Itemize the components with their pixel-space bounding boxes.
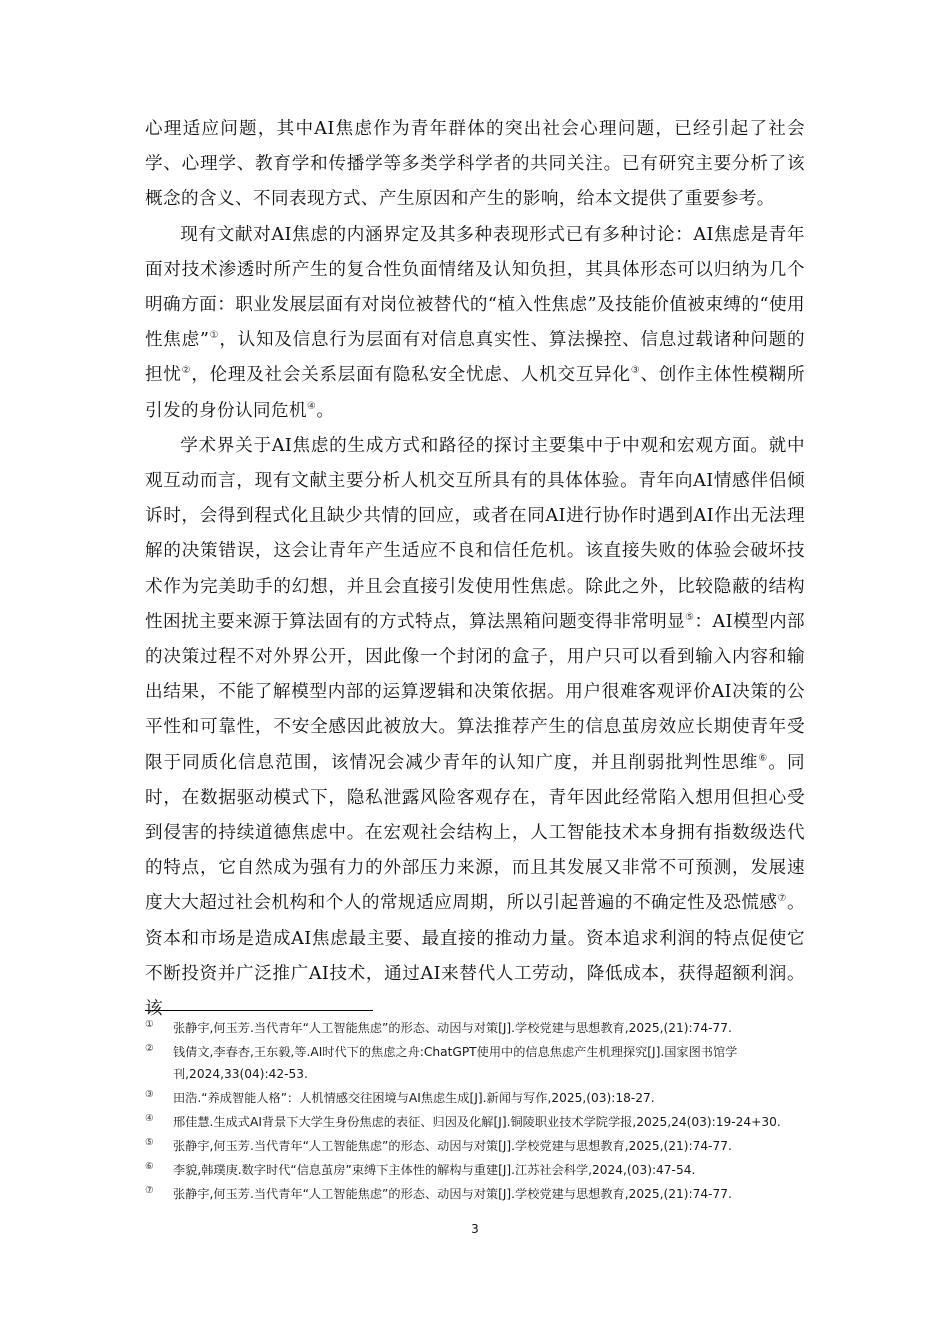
footnote-item bbox=[145, 1017, 807, 1039]
paragraph-2-text: 、创作主体性模糊所引发的身份认同危机 bbox=[145, 365, 805, 421]
footnote-mark: ⑤ bbox=[145, 1137, 154, 1148]
footnote-mark: ③ bbox=[145, 1089, 154, 1100]
footnote-ref-7[interactable]: ⑦ bbox=[777, 893, 787, 905]
footnote-mark: ② bbox=[145, 1043, 154, 1054]
paragraph-1: 心理适应问题，其中AI焦虑作为青年群体的突出社会心理问题，已经引起了社会学、心理学、教育学和传播学等多类学科学者的共同关注。已有研究主要分析了该概念的含义、不同表现方式、产生原因和产生的影响，给本文提供了重要参考。 bbox=[145, 119, 805, 210]
paragraph-2-text: 。 bbox=[316, 400, 335, 421]
footnote-text: 邢佳慧.生成式AI背景下大学生身份焦虑的表征、归因及化解[J].铜陵职业技术学院学报,2025,24(03):19-24+30. bbox=[173, 1115, 781, 1129]
footnote-item bbox=[145, 1111, 807, 1133]
footnote-text: 张静宇,何玉芳.当代青年“人工智能焦虑”的形态、动因与对策[J].学校党建与思想教育,2025,(21):74-77. bbox=[173, 1139, 732, 1153]
paragraph-2-text: ，伦理及社会关系层面有隐私安全忧虑、人机交互异化 bbox=[191, 365, 631, 386]
footnote-ref-6[interactable]: ⑥ bbox=[758, 752, 769, 764]
paragraph-3-text: 。同时，在数据驱动模式下，隐私泄露风险客观存在，青年因此经常陷入想用但担心受到侵害的持续道德焦虑中。在宏观社会结构上，人工智能技术本身拥有指数级迭代的特点，它自然成为强有力的外部压力来源，而且其发展又非常不可预测，发展速度大大超过社会机构和个人的常规适应周期，所以引起普遍的不确定性及恐慌感 bbox=[145, 752, 805, 914]
footnote-text: 田浩.“养成智能人格”：人机情感交往困境与AI焦虑生成[J].新闻与写作,2025,(03):18-27. bbox=[173, 1091, 655, 1105]
paragraph-2-text: 现有文献对AI焦虑的内涵界定及其多种表现形式已有多种讨论：AI焦虑是青年面对技术渗透时所产生的复合性负面情绪及认知负担，其具体形态可以归纳为几个明确方面：职业发展层面有对岗位被替代的“植入性焦虑”及技能价值被束缚的“使用性焦虑” bbox=[145, 224, 805, 351]
paragraph-3-text: 。资本和市场是造成AI焦虑最主要、最直接的推动力量。资本追求利润的特点促使它不断投资并广泛推广AI技术，通过AI来替代人工劳动，降低成本，获得超额利润。该 bbox=[145, 893, 805, 1020]
footnote-item bbox=[145, 1135, 807, 1157]
footnote-text: 钱倩文,李春杏,王东毅,等.AI时代下的焦虑之舟:ChatGPT使用中的信息焦虑产生机理探究[J].国家图书馆学刊,2024,33(04):42-53. bbox=[173, 1045, 738, 1081]
footnote-item bbox=[145, 1183, 807, 1205]
footnote-ref-2[interactable]: ② bbox=[181, 365, 192, 377]
footnote-item bbox=[145, 1087, 807, 1109]
footnote-item bbox=[145, 1041, 807, 1085]
footnote-mark: ④ bbox=[145, 1113, 154, 1124]
footnote-separator bbox=[145, 1010, 373, 1011]
footnote-mark: ⑥ bbox=[145, 1161, 154, 1172]
footnote-ref-4[interactable]: ④ bbox=[306, 400, 317, 412]
footnote-mark: ① bbox=[145, 1019, 154, 1030]
paragraph-2 bbox=[145, 218, 805, 429]
footnote-text: 李貌,韩璞庚.数字时代“信息茧房”束缚下主体性的解构与重建[J].江苏社会科学,2024,(03):47-54. bbox=[173, 1163, 696, 1177]
footnote-ref-3[interactable]: ③ bbox=[630, 365, 641, 377]
paragraph-3-text: 学术界关于AI焦虑的生成方式和路径的探讨主要集中于中观和宏观方面。就中观互动而言，现有文献主要分析人机交互所具有的具体体验。青年向AI情感伴侣倾诉时，会得到程式化且缺少共情的回应，或者在同AI进行协作时遇到AI作出无法理解的决策错误，这会让青年产生适应不良和信任危机。该直接失败的体验会破坏技术作为完美助手的幻想，并且会直接引发使用性焦虑。除此之外，比较隐蔽的结构性困扰主要来源于算法固有的方式特点，算法黑箱问题变得非常明显 bbox=[145, 435, 805, 632]
footnote-text: 张静宇,何玉芳.当代青年“人工智能焦虑”的形态、动因与对策[J].学校党建与思想教育,2025,(21):74-77. bbox=[173, 1021, 732, 1035]
paragraph-3 bbox=[145, 429, 805, 1027]
footnote-mark: ⑦ bbox=[145, 1185, 154, 1196]
footnote-ref-1[interactable]: ① bbox=[209, 330, 220, 342]
page-number: 3 bbox=[471, 1222, 479, 1236]
footnote-item bbox=[145, 1159, 807, 1181]
paragraph-2-text: ，认知及信息行为层面有对信息真实性、算法操控、信息过载诸种问题的担忧 bbox=[145, 330, 805, 386]
footnote-text: 张静宇,何玉芳.当代青年“人工智能焦虑”的形态、动因与对策[J].学校党建与思想教育,2025,(21):74-77. bbox=[173, 1187, 732, 1201]
paragraph-3-text: ：AI模型内部的决策过程不对外界公开，因此像一个封闭的盒子，用户只可以看到输入内容和输出结果，不能了解模型内部的运算逻辑和决策依据。用户很难客观评价AI决策的公平性和可靠性，不安全感因此被放大。算法推荐产生的信息茧房效应长期使青年受限于同质化信息范围，该情况会减少青年的认知广度，并且削弱批判性思维 bbox=[145, 611, 805, 773]
footnote-ref-5[interactable]: ⑤ bbox=[685, 611, 695, 623]
body-text bbox=[145, 112, 805, 1027]
footnotes bbox=[145, 1010, 807, 1207]
